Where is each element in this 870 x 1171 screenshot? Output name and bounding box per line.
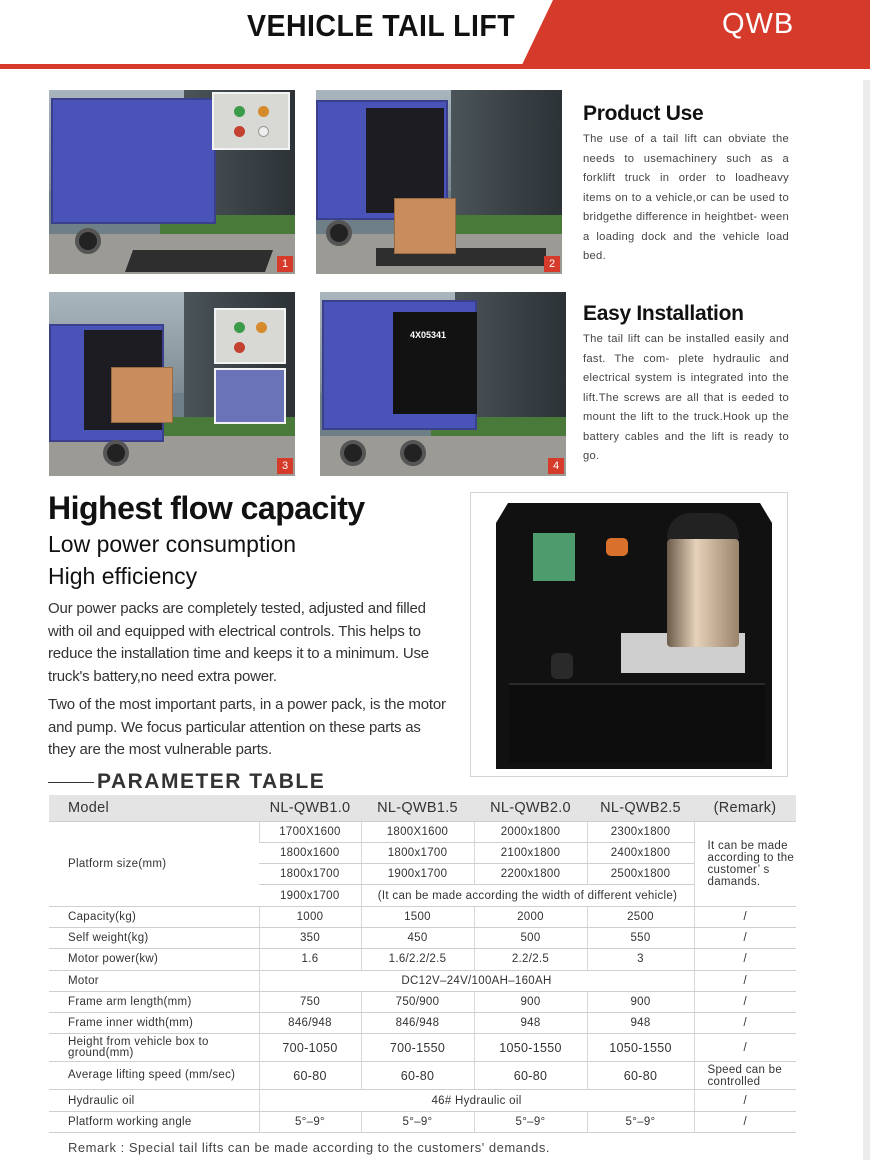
photo-number-badge: 2	[544, 256, 560, 272]
table-cell: 2400x1800	[587, 842, 694, 863]
row-label: Frame arm length(mm)	[49, 991, 259, 1012]
table-cell: 900	[474, 991, 587, 1012]
table-cell: 500	[474, 927, 587, 948]
table-cell: 2000	[474, 906, 587, 927]
photo-3	[49, 292, 295, 476]
control-box-inset	[214, 308, 286, 364]
table-cell: 1500	[361, 906, 474, 927]
table-cell-span: DC12V–24V/100AH–160AH	[259, 970, 694, 991]
table-cell: 1900x1700	[361, 864, 474, 885]
table-cell: 1.6	[259, 949, 361, 970]
table-row	[49, 1034, 796, 1062]
table-cell: 1050-1550	[474, 1034, 587, 1062]
table-cell: 5°–9°	[361, 1111, 474, 1132]
table-cell: 2500	[587, 906, 694, 927]
table-cell: 60-80	[474, 1062, 587, 1090]
table-cell: 60-80	[587, 1062, 694, 1090]
product-use-heading: Product Use	[583, 102, 704, 125]
table-row	[49, 949, 796, 970]
row-label: Height from vehicle box to ground(mm)	[49, 1034, 259, 1062]
flow-paragraph-1: Our power packs are completely tested, adjusted and filled with oil and equipped with electrical controls. This helps to reduce the installation time and keeps it to a minimum. Use truck's battery,no need extra power.	[48, 600, 429, 685]
table-cell: 5°–9°	[259, 1111, 361, 1132]
page-edge-strip	[863, 80, 870, 1160]
table-cell: 60-80	[259, 1062, 361, 1090]
table-cell-remark: /	[694, 949, 796, 970]
photo-1	[49, 90, 295, 274]
table-cell-remark: /	[694, 970, 796, 991]
row-label: Hydraulic oil	[49, 1090, 259, 1111]
table-cell: 1800x1700	[361, 842, 474, 863]
easy-installation-body: The tail lift can be installed easily and fast. The com- plete hydraulic and electrical system is integrated into the lift.The screws are all that is eeded to mount the lift to the truck.Hook up the battery cables and the lift is ready to go.	[583, 333, 789, 462]
page-title: VEHICLE TAIL LIFT	[247, 8, 516, 43]
photo-number-badge: 1	[277, 256, 293, 272]
table-cell: 2100x1800	[474, 842, 587, 863]
photo-number-badge: 3	[277, 458, 293, 474]
table-row	[49, 991, 796, 1012]
platform-size-note: (It can be made according the width of different vehicle)	[361, 885, 694, 906]
row-label: Motor power(kw)	[49, 949, 259, 970]
table-cell: 5°–9°	[474, 1111, 587, 1132]
header-qwb25: NL-QWB2.5	[587, 795, 694, 821]
header-qwb20: NL-QWB2.0	[474, 795, 587, 821]
photo-4	[320, 292, 566, 476]
row-label: Motor	[49, 970, 259, 991]
header-rule	[0, 64, 560, 69]
row-label-platform-size: Platform size(mm)	[49, 821, 259, 906]
row-label: Capacity(kg)	[49, 906, 259, 927]
table-row	[49, 970, 796, 991]
table-cell: 700-1550	[361, 1034, 474, 1062]
flow-subheading-efficiency: High efficiency	[48, 563, 198, 589]
row-label: Platform working angle	[49, 1111, 259, 1132]
header-remark: (Remark)	[694, 795, 796, 821]
control-box-inset	[212, 92, 290, 150]
header-accent-block	[520, 0, 870, 69]
table-cell: 1800X1600	[361, 821, 474, 842]
table-row	[49, 927, 796, 948]
table-cell-remark: /	[694, 991, 796, 1012]
table-cell: 2300x1800	[587, 821, 694, 842]
table-row	[49, 906, 796, 927]
table-cell: 1800x1700	[259, 864, 361, 885]
row-label: Self weight(kg)	[49, 927, 259, 948]
header-qwb15: NL-QWB1.5	[361, 795, 474, 821]
flow-paragraph-2: Two of the most important parts, in a power pack, is the motor and pump. We focus particular attention on these parts as they are the most vulnerable parts.	[48, 696, 446, 758]
table-cell: 3	[587, 949, 694, 970]
product-use-section	[583, 102, 789, 267]
table-cell-remark: /	[694, 1013, 796, 1034]
easy-installation-section	[583, 302, 789, 467]
table-cell-remark: /	[694, 1034, 796, 1062]
table-cell: 948	[587, 1013, 694, 1034]
table-cell-remark: Speed can be controlled	[694, 1062, 796, 1090]
table-cell: 846/948	[361, 1013, 474, 1034]
platform-size-remark: It can be made according to the customer’ s damands.	[694, 821, 796, 906]
easy-installation-heading: Easy Installation	[583, 302, 744, 325]
flow-heading: Highest flow capacity	[48, 490, 365, 526]
table-row	[49, 1062, 796, 1090]
table-cell-remark: /	[694, 1090, 796, 1111]
table-cell: 2500x1800	[587, 864, 694, 885]
row-label: Average lifting speed (mm/sec)	[49, 1062, 259, 1090]
table-row	[49, 1111, 796, 1132]
table-footnote: Remark : Special tail lifts can be made according to the customers' demands.	[68, 1140, 550, 1155]
table-cell: 700-1050	[259, 1034, 361, 1062]
table-cell: 750/900	[361, 991, 474, 1012]
table-cell: 1.6/2.2/2.5	[361, 949, 474, 970]
table-header-row	[49, 795, 796, 821]
table-cell: 1000	[259, 906, 361, 927]
table-row	[49, 1090, 796, 1111]
header-model: Model	[49, 795, 259, 821]
table-cell: 550	[587, 927, 694, 948]
table-cell-span: 46# Hydraulic oil	[259, 1090, 694, 1111]
flow-capacity-section	[48, 488, 448, 762]
title-dash	[48, 782, 94, 783]
table-cell: 948	[474, 1013, 587, 1034]
table-row	[49, 821, 796, 842]
table-cell: 5°–9°	[587, 1111, 694, 1132]
photo-2	[316, 90, 562, 274]
flow-subheading-power: Low power consumption	[48, 531, 297, 557]
table-cell: 60-80	[361, 1062, 474, 1090]
header-qwb10: NL-QWB1.0	[259, 795, 361, 821]
page-header	[0, 0, 870, 72]
license-plate-text: 4X05341	[410, 330, 447, 340]
table-cell-remark: /	[694, 906, 796, 927]
table-row	[49, 1013, 796, 1034]
table-cell: 2.2/2.5	[474, 949, 587, 970]
operator-hand-inset	[214, 368, 286, 424]
series-code: QWB	[722, 8, 795, 40]
table-cell: 750	[259, 991, 361, 1012]
parameter-table-title: PARAMETER TABLE	[48, 770, 325, 794]
table-cell-remark: /	[694, 927, 796, 948]
table-cell: 350	[259, 927, 361, 948]
row-label: Frame inner width(mm)	[49, 1013, 259, 1034]
table-cell: 1700X1600	[259, 821, 361, 842]
table-cell: 846/948	[259, 1013, 361, 1034]
table-cell-remark: /	[694, 1111, 796, 1132]
table-cell: 900	[587, 991, 694, 1012]
table-cell: 1800x1600	[259, 842, 361, 863]
photo-number-badge: 4	[548, 458, 564, 474]
table-cell: 1050-1550	[587, 1034, 694, 1062]
parameter-table	[49, 795, 796, 1133]
power-pack-image	[470, 492, 788, 777]
table-cell: 2000x1800	[474, 821, 587, 842]
table-cell: 2200x1800	[474, 864, 587, 885]
table-cell: 1900x1700	[259, 885, 361, 906]
product-use-body: The use of a tail lift can obviate the needs to usemachinery such as a forklift truck in order to loadheavy items on to a vehicle,or can be used to bridgethe difference in heightbet- ween a loading dock and the vehicle load bed.	[583, 133, 789, 262]
table-cell: 450	[361, 927, 474, 948]
